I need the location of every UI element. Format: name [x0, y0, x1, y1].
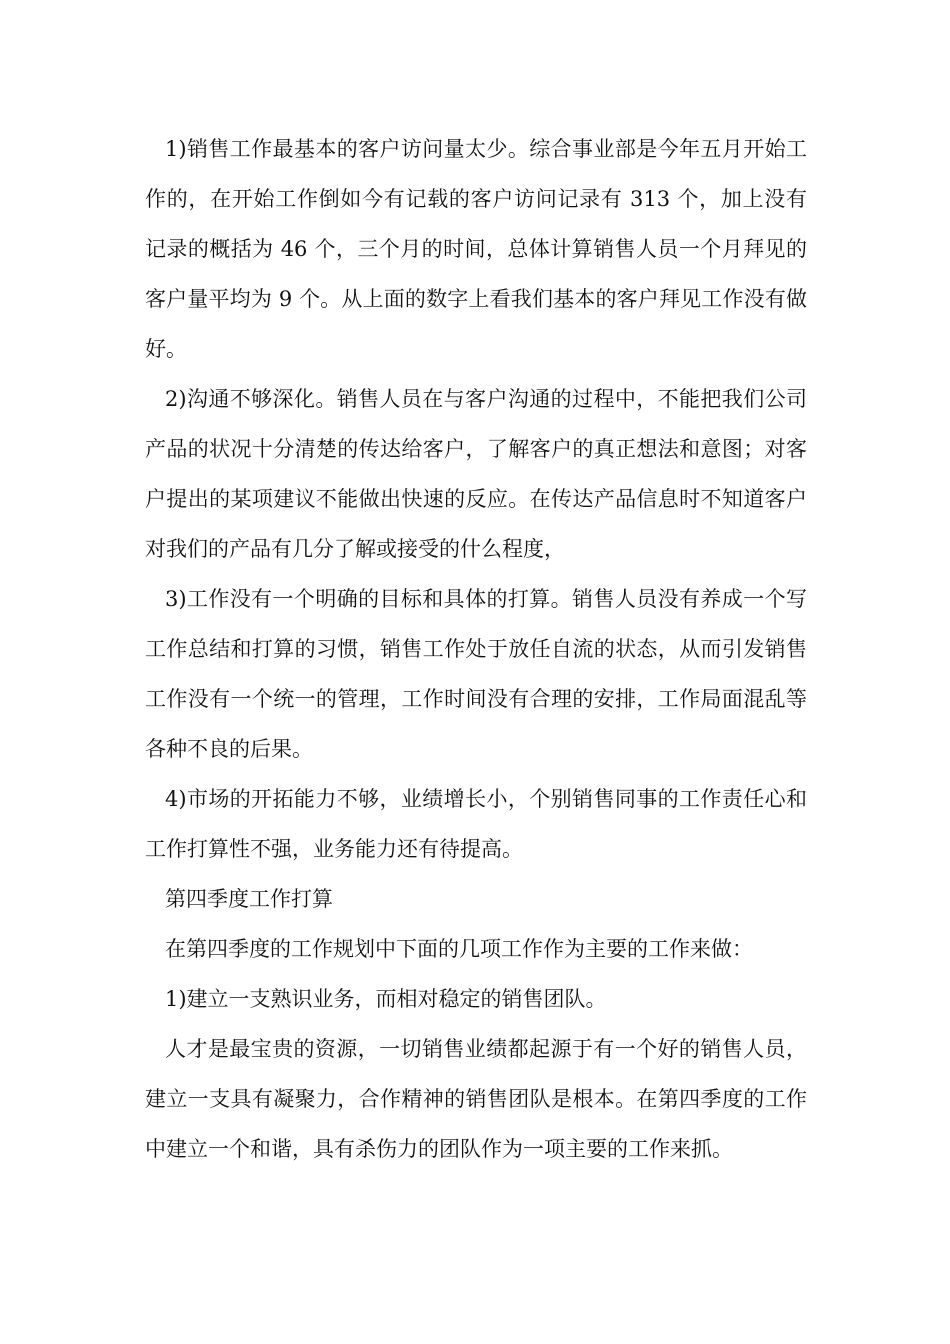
- paragraph-problem-1: 1)销售工作最基本的客户访问量太少。综合事业部是今年五月开始工作的，在开始工作倒如今有记载的客户访问记录有 313 个，加上没有记录的概括为 46 个，三个月的时间，总体计算销售人员一个月拜见的客户量平均为 9 个。从上面的数字上看我们基本的客户拜见工作没有做好。: [145, 137, 807, 361]
- paragraph-problem-2: 2)沟通不够深化。销售人员在与客户沟通的过程中，不能把我们公司产品的状况十分清楚的传达给客户，了解客户的真正想法和意图；对客户提出的某项建议不能做出快速的反应。在传达产品信息时不知道客户对我们的产品有几分了解或接受的什么程度，: [145, 387, 807, 561]
- section-heading: 第四季度工作打算: [165, 887, 333, 911]
- paragraph-plan-1: 1)建立一支熟识业务，而相对稳定的销售团队。: [165, 987, 607, 1011]
- document-body: [145, 124, 807, 1174]
- paragraph-intro: 在第四季度的工作规划中下面的几项工作作为主要的工作来做：: [165, 937, 753, 961]
- paragraph-problem-3: 3)工作没有一个明确的目标和具体的打算。销售人员没有养成一个写工作总结和打算的习惯，销售工作处于放任自流的状态，从而引发销售工作没有一个统一的管理，工作时间没有合理的安排，工作局面混乱等各种不良的后果。: [145, 587, 807, 761]
- paragraph-plan-1-detail: 人才是最宝贵的资源，一切销售业绩都起源于有一个好的销售人员，建立一支具有凝聚力，合作精神的销售团队是根本。在第四季度的工作中建立一个和谐，具有杀伤力的团队作为一项主要的工作来抓。: [145, 1037, 807, 1161]
- paragraph-problem-4: 4)市场的开拓能力不够，业绩增长小，个别销售同事的工作责任心和工作打算性不强，业务能力还有待提高。: [145, 787, 807, 861]
